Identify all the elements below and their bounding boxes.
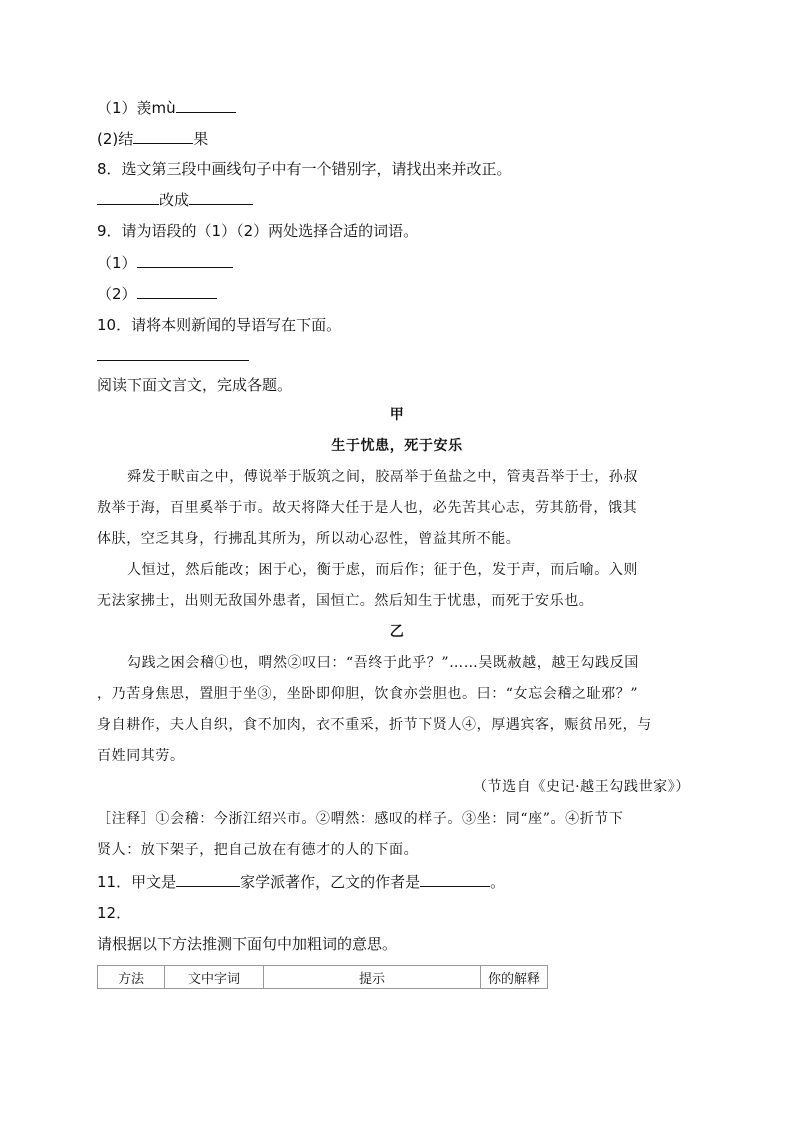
jia-line: 舜发于畎亩之中，傅说举于版筑之间，胶鬲举于鱼盐之中，管夷吾举于士，孙叔 [127, 469, 638, 485]
table-header-cell: 方法 [98, 966, 165, 989]
q11-blank-author[interactable] [420, 871, 490, 887]
q10-blank[interactable] [97, 345, 249, 361]
q9-item1-label: （1） [97, 254, 137, 272]
q11-blank-school[interactable] [176, 871, 240, 887]
q9-item1-blank[interactable] [137, 252, 233, 268]
table-header-cell: 你的解释 [481, 966, 548, 989]
q8-blank-correct[interactable] [189, 189, 253, 205]
yi-source: （节选自《史记·越王勾践世家》） [472, 779, 690, 795]
table-header-cell: 文中字词 [165, 966, 264, 989]
jia-line: 人恒过，然后能改；困于心，衡于虑，而后作；征于色，发于声，而后喻。入则 [127, 562, 638, 578]
q9-stem: 9．请为语段的（1）（2）两处选择合适的词语。 [97, 222, 419, 240]
q11-middle: 家学派著作，乙文的作者是 [240, 873, 421, 891]
q7-item2-suffix: 果 [193, 130, 209, 148]
table-header-cell: 提示 [264, 966, 481, 989]
jia-line: 无法家拂士，出则无敌国外患者，国恒亡。然后知生于忧患，而死于安乐也。 [97, 593, 594, 609]
q8-answer [97, 189, 253, 211]
q10-answer [97, 345, 249, 367]
yi-line: 百姓同其劳。 [97, 748, 185, 764]
yi-line: 勾践之困会稽①也，喟然②叹曰：“吾终于此乎？”……吴既赦越，越王勾践反国 [127, 655, 639, 671]
yi-line: ，乃苦身焦思，置胆于坐③，坐卧即仰胆，饮食亦尝胆也。曰：“女忘会稽之耻邪？” [97, 686, 639, 702]
q11-suffix: 。 [490, 873, 506, 891]
q7-item2 [97, 128, 208, 150]
q11 [97, 871, 505, 893]
yi-line: 身自耕作，夫人自织，食不加肉，衣不重采，折节下贤人④，厚遇宾客，赈贫吊死，与 [97, 717, 652, 733]
q9-item2 [97, 283, 217, 305]
jia-line: 敖举于海，百里奚举于市。故天将降大任于是人也，必先苦其心志，劳其筋骨，饿其 [97, 500, 638, 516]
jia-title: 生于忧患，死于安乐 [331, 438, 463, 454]
yi-note-line: 贤人：放下架子，把自己放在有德才的人的下面。 [97, 842, 419, 858]
q8-middle: 改成 [159, 191, 190, 209]
q7-item1-blank[interactable] [176, 97, 236, 113]
q7-item1 [97, 97, 236, 119]
jia-line: 体肤，空乏其身，行拂乱其所为，所以动心忍性，曾益其所不能。 [97, 531, 521, 547]
q12-stem: 请根据以下方法推测下面句中加粗词的意思。 [97, 935, 398, 953]
yi-note-line: ［注释］①会稽：今浙江绍兴市。②喟然：感叹的样子。③坐：同“座”。④折节下 [97, 811, 624, 827]
q7-item2-prefix: (2)结 [97, 130, 134, 148]
q12-table [97, 965, 548, 989]
q7-item2-blank[interactable] [133, 128, 193, 144]
q8-stem: 8．选文第三段中画线句子中有一个错别字，请找出来并改正。 [97, 160, 512, 178]
q8-blank-wrong[interactable] [97, 189, 159, 205]
table-header-row [98, 966, 548, 989]
q9-item2-label: （2） [97, 285, 137, 303]
q12-number: 12． [97, 904, 132, 922]
q9-item2-blank[interactable] [137, 283, 217, 299]
q10-stem: 10．请将本则新闻的导语写在下面。 [97, 316, 342, 334]
yi-label: 乙 [389, 624, 405, 640]
q9-item1 [97, 252, 233, 274]
jia-label: 甲 [389, 407, 405, 423]
reading-intro: 阅读下面文言文，完成各题。 [97, 376, 293, 394]
q7-item1-prefix: （1）羡mù [97, 99, 176, 117]
q11-prefix: 11．甲文是 [97, 873, 177, 891]
